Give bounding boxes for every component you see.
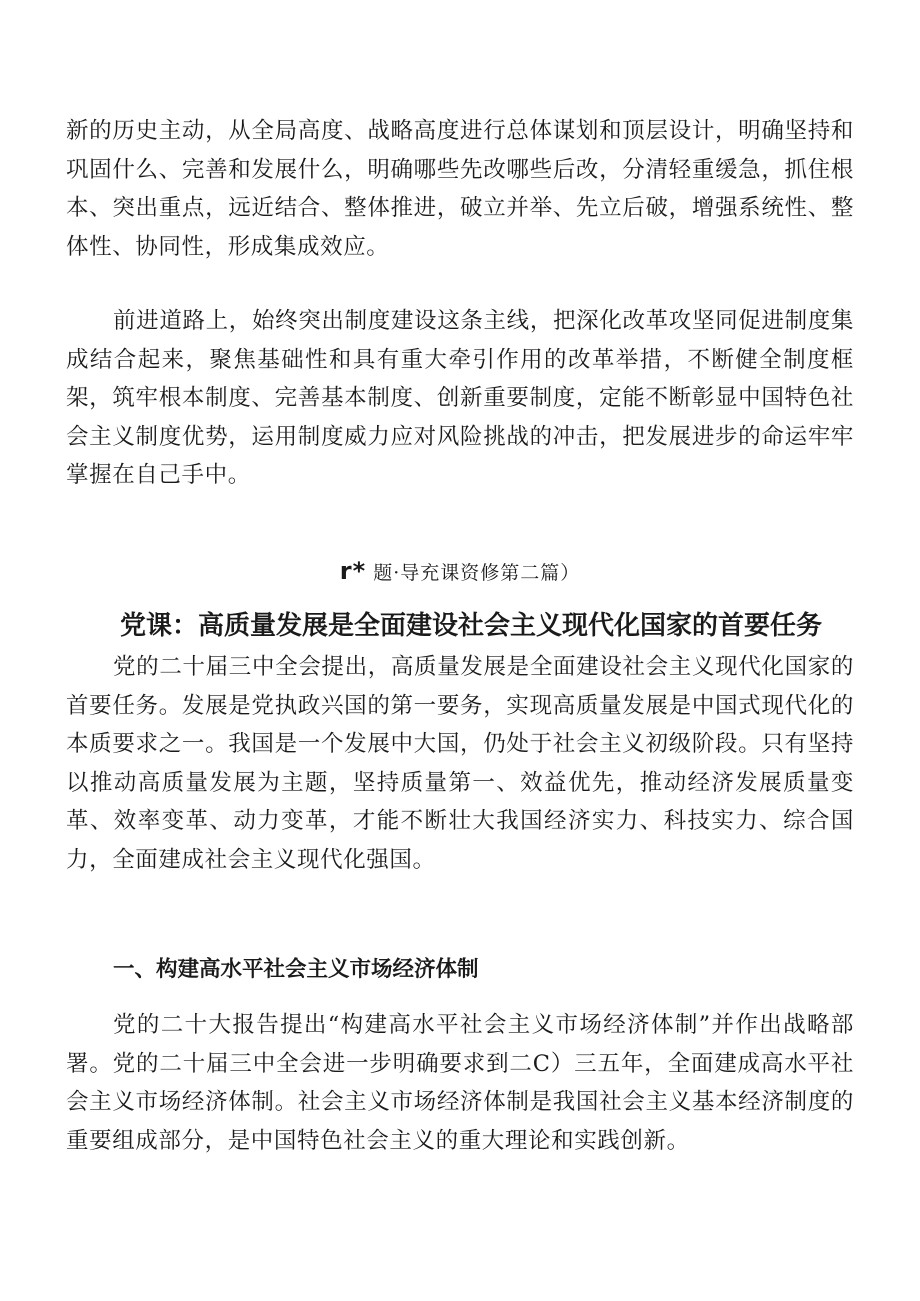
subtitle-mark: r* (339, 557, 367, 585)
article-title: 党课：高质量发展是全面建设社会主义现代化国家的首要任务 (119, 611, 822, 641)
subtitle-text: 题·导充课资修第二篇） (373, 562, 581, 584)
body-paragraph: 党的二十大报告提出“构建高水平社会主义市场经济体制”并作出战略部署。党的二十届三中全会进一步明确要求到二C）三五年，全面建成高水平社会主义市场经济体制。社会主义市场经济体制是我国社会主义基本经济制度的重要组成部分，是中国特色社会主义的重大理论和实践创新。 (66, 1012, 854, 1154)
body-paragraph: 新的历史主动，从全局高度、战略高度进行总体谋划和顶层设计，明确坚持和巩固什么、完善和发展什么，明确哪些先改哪些后改，分清轻重缓急，抓住根本、突出重点，远近结合、整体推进，破立并举、先立后破，增强系统性、整体性、协同性，形成集成效应。 (66, 118, 854, 260)
body-paragraph: 党的二十届三中全会提出，高质量发展是全面建设社会主义现代化国家的首要任务。发展是党执政兴国的第一要务，实现高质量发展是中国式现代化的本质要求之一。我国是一个发展中大国，仍处于社会主义初级阶段。只有坚持以推动高质量发展为主题，坚持质量第一、效益优先，推动经济发展质量变革、效率变革、动力变革，才能不断壮大我国经济实力、科技实力、综合国力，全面建成社会主义现代化强国。 (66, 654, 854, 873)
article-subtitle (0, 556, 920, 588)
body-paragraph: 前进道路上，始终突出制度建设这条主线，把深化改革攻坚同促进制度集成结合起来，聚焦基础性和具有重大牵引作用的改革举措，不断健全制度框架，筑牢根本制度、完善基本制度、创新重要制度，定能不断彰显中国特色社会主义制度优势，运用制度威力应对风险挑战的冲击，把发展进步的命运牢牢掌握在自己手中。 (66, 308, 854, 488)
section-heading: 一、构建高水平社会主义市场经济体制 (113, 957, 479, 982)
